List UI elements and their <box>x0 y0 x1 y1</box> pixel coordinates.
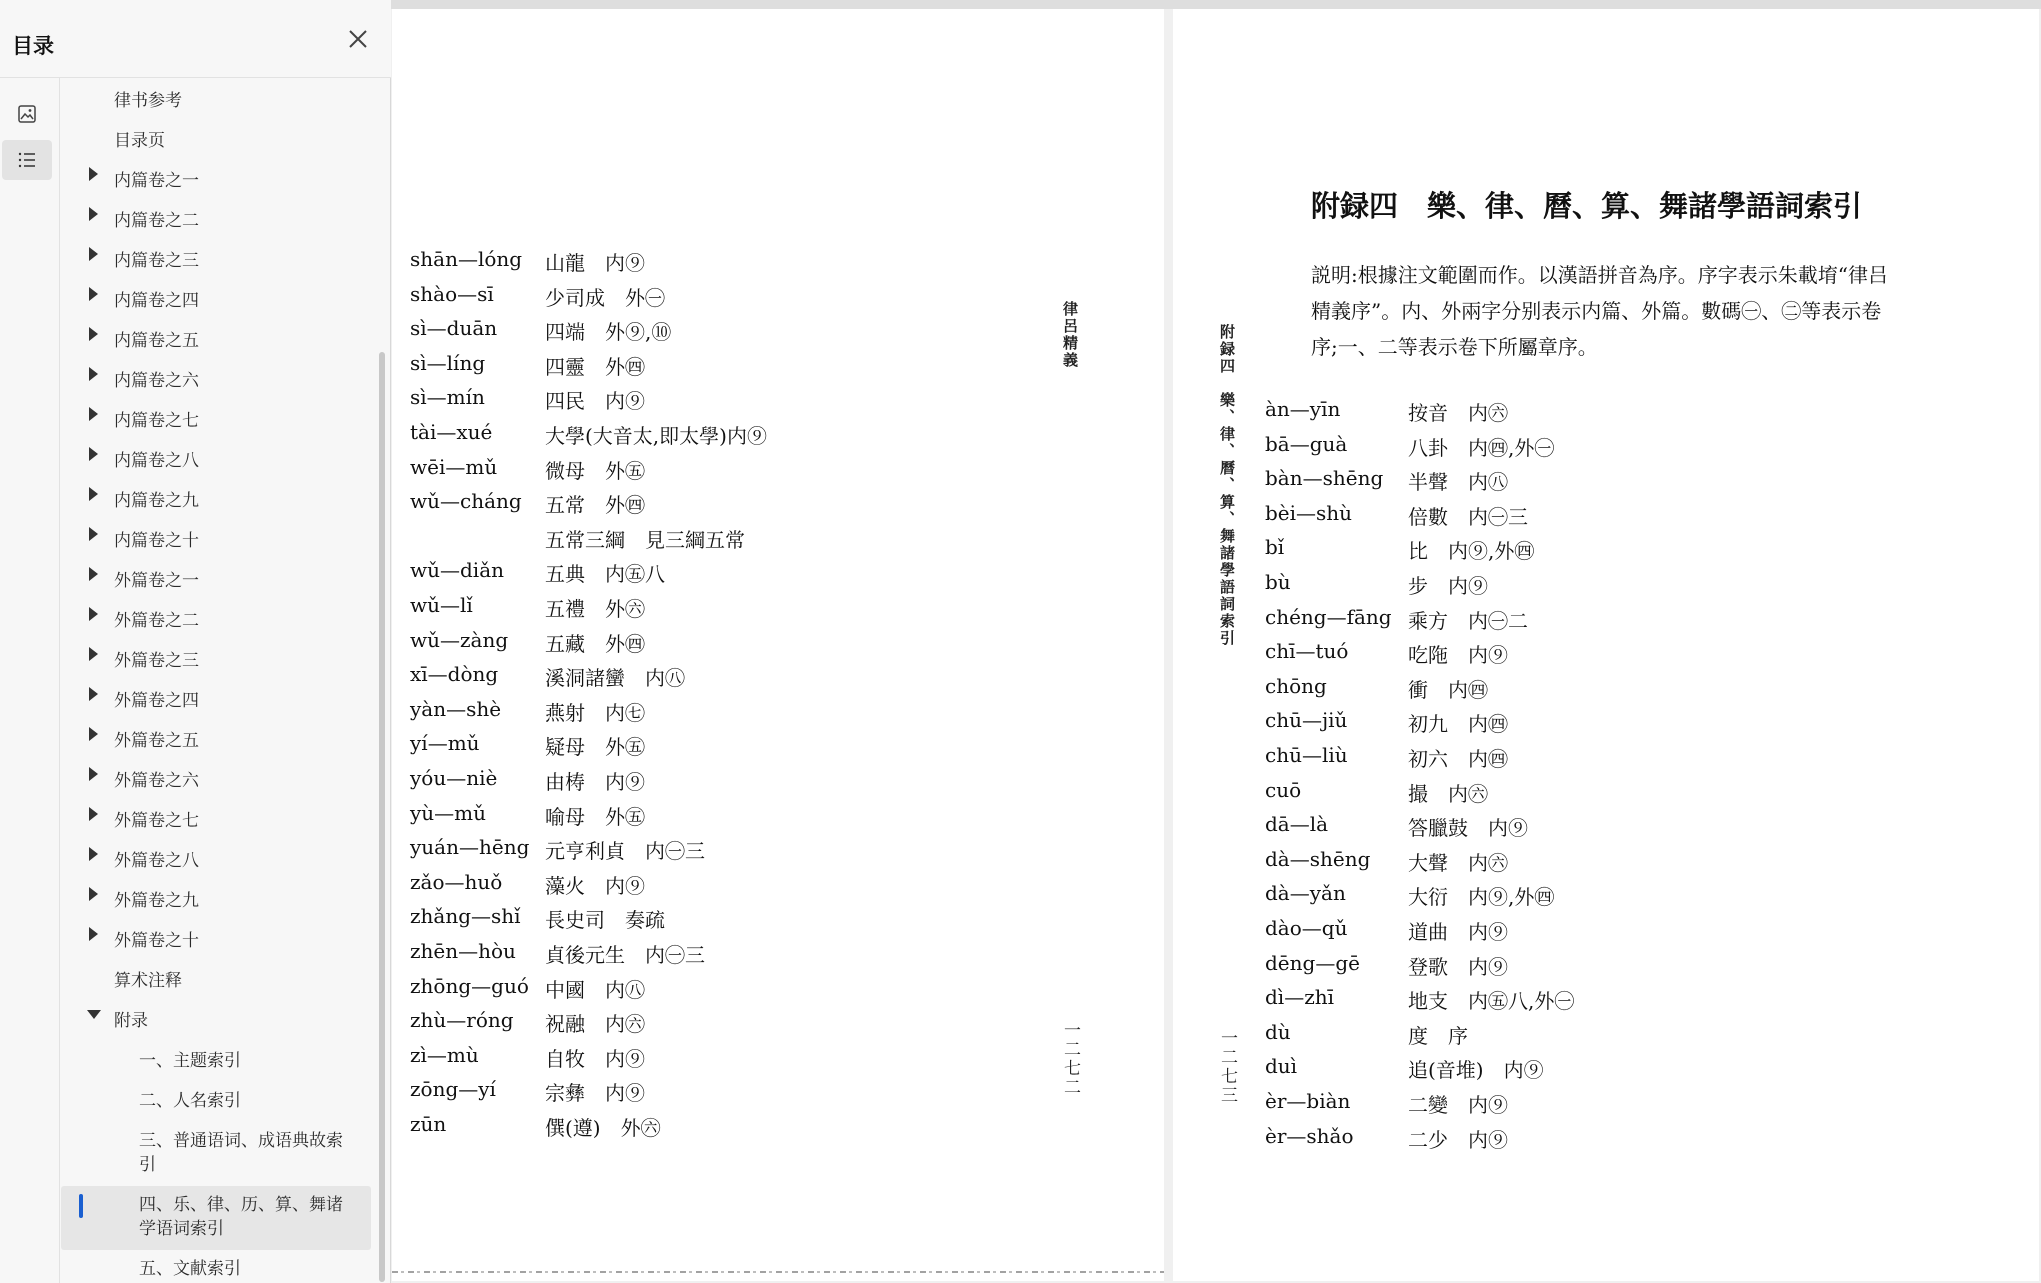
chevron-right-icon[interactable] <box>89 447 98 461</box>
sidebar-title: 目录 <box>12 34 54 58</box>
entry-pinyin: zōng—yí <box>410 1077 496 1102</box>
outline-tab-button[interactable] <box>2 140 52 180</box>
chevron-right-icon[interactable] <box>89 247 98 261</box>
toc-item-label: 算术注释 <box>114 971 182 991</box>
entry-reference: 二變 内⑨ <box>1408 1093 1508 1117</box>
entry-pinyin: chéng—fāng <box>1265 604 1392 629</box>
entry-pinyin: wǔ—cháng <box>410 489 522 514</box>
entry-reference: 自牧 内⑨ <box>545 1046 645 1071</box>
toc-item-label: 四、乐、律、历、算、舞诸学语词索引 <box>139 1195 343 1239</box>
right-margin-title: 附録四 樂、律、曆、算、舞諸學語詞索引 <box>1218 324 1236 647</box>
chevron-right-icon[interactable] <box>89 647 98 661</box>
toc-item-label: 目录页 <box>114 131 165 151</box>
entry-reference: 大衍 内⑨,外㊃ <box>1408 885 1555 910</box>
toc-item[interactable] <box>61 882 371 922</box>
chevron-right-icon[interactable] <box>89 327 98 341</box>
toc-item[interactable] <box>61 162 371 202</box>
entry-pinyin: wǔ—lǐ <box>410 593 473 617</box>
toc-item-label: 外篇卷之四 <box>114 691 199 711</box>
toc-item[interactable] <box>61 842 371 882</box>
toc-item[interactable] <box>61 242 371 282</box>
sidebar-header <box>0 0 391 78</box>
entry-pinyin: zhǎng—shǐ <box>410 904 521 929</box>
entry-reference: 少司成 外㊀ <box>545 285 665 310</box>
entry-pinyin: bā—guà <box>1265 431 1348 456</box>
toc-item-label: 内篇卷之四 <box>114 291 199 311</box>
entry-reference: 微母 外㊄ <box>545 458 645 483</box>
entry-reference: 地支 内㊄八,外㊀ <box>1408 989 1575 1014</box>
entry-reference: 初六 内㊃ <box>1408 747 1508 771</box>
entry-pinyin: bù <box>1265 570 1291 594</box>
image-icon <box>16 103 38 125</box>
toc-item[interactable] <box>61 122 371 162</box>
toc-item-label: 内篇卷之六 <box>114 371 199 391</box>
left-page <box>392 9 1164 1281</box>
entry-reference: 燕射 内㊆ <box>545 700 645 725</box>
entry-pinyin: yóu—niè <box>410 766 498 790</box>
toc-item[interactable] <box>61 642 371 682</box>
entry-reference: 四民 内⑨ <box>545 389 645 414</box>
toc-item-label: 外篇卷之七 <box>114 811 199 831</box>
entry-pinyin: wǔ—diǎn <box>410 558 505 583</box>
chevron-right-icon[interactable] <box>89 207 98 221</box>
entry-reference: 四靈 外㊃ <box>545 354 645 379</box>
toc-item[interactable] <box>61 82 371 122</box>
toc-item-label: 外篇卷之二 <box>114 611 199 631</box>
entry-reference: 道曲 内⑨ <box>1408 920 1508 944</box>
entry-pinyin: bǐ <box>1265 535 1285 560</box>
entry-pinyin: chū—liù <box>1265 743 1348 767</box>
chevron-down-icon[interactable] <box>87 1010 101 1019</box>
entry-pinyin: zhù—róng <box>410 1008 514 1033</box>
outline-sidebar <box>0 0 391 1283</box>
scan-artifact <box>392 1271 1164 1273</box>
entry-reference: 五禮 外㊅ <box>545 597 645 621</box>
entry-reference: 登歌 内⑨ <box>1408 954 1508 979</box>
toc-item[interactable] <box>61 682 371 722</box>
right-page-number: 一二七三 <box>1217 1029 1237 1105</box>
right-page <box>1173 9 2039 1281</box>
chevron-right-icon[interactable] <box>89 727 98 741</box>
chevron-right-icon[interactable] <box>89 927 98 941</box>
chevron-right-icon[interactable] <box>89 887 98 901</box>
toc-item[interactable] <box>61 922 371 962</box>
thumbnails-tab-button[interactable] <box>2 94 52 134</box>
close-sidebar-button[interactable] <box>345 26 371 52</box>
toc-item[interactable] <box>61 722 371 762</box>
toc-item[interactable] <box>61 1002 371 1042</box>
entry-reference: 中國 内㊇ <box>545 977 645 1002</box>
toc-item[interactable] <box>61 482 371 522</box>
toc-item[interactable] <box>61 1186 371 1250</box>
toc-item-label: 外篇卷之九 <box>114 891 199 911</box>
entry-pinyin: yàn—shè <box>410 696 502 721</box>
toc-item-label: 二、人名索引 <box>139 1091 241 1111</box>
viewer-top-edge <box>391 0 2041 9</box>
toc-item-label: 五、文献索引 <box>139 1259 241 1279</box>
entry-reference: 比 内⑨,外㊃ <box>1408 539 1535 564</box>
appendix-note: 説明:根據注文範圍而作。以漢語拼音為序。序字表示朱載堉“律吕精義序”。内、外兩字分别表示内篇、外篇。數碼㊀、㊁等表示卷序;一、二等表示卷下所屬章序。 <box>1311 263 1888 359</box>
entry-reference: 祝融 内㊅ <box>545 1012 645 1037</box>
entry-reference: 大聲 内㊅ <box>1408 850 1508 875</box>
toc-item-label: 外篇卷之八 <box>114 851 199 871</box>
chevron-right-icon[interactable] <box>89 847 98 861</box>
toc-item-label: 附录 <box>114 1011 148 1031</box>
left-margin-title: 律呂精義 <box>1061 301 1079 369</box>
entry-pinyin: wǔ—zàng <box>410 627 509 652</box>
chevron-right-icon[interactable] <box>89 607 98 621</box>
entry-pinyin: zhēn—hòu <box>410 939 516 963</box>
entry-reference: 宗彝 内⑨ <box>545 1081 645 1106</box>
chevron-right-icon[interactable] <box>89 487 98 501</box>
entry-reference: 吃陁 内⑨ <box>1408 643 1508 668</box>
chevron-right-icon[interactable] <box>89 807 98 821</box>
entry-reference: 五常 外㊃ <box>545 493 645 518</box>
toc-item-label: 内篇卷之七 <box>114 411 199 431</box>
toc-item-label: 外篇卷之十 <box>114 931 199 951</box>
chevron-right-icon[interactable] <box>89 407 98 421</box>
toc-item[interactable] <box>61 442 371 482</box>
entry-pinyin: chī—tuó <box>1265 639 1349 664</box>
entry-reference: 衝 内㊃ <box>1408 677 1488 702</box>
entry-reference: 五藏 外㊃ <box>545 631 645 656</box>
toc-item[interactable] <box>61 202 371 242</box>
entry-pinyin: duì <box>1265 1054 1298 1079</box>
toc-item[interactable] <box>61 1122 371 1186</box>
toc-item-label: 内篇卷之十 <box>114 531 199 551</box>
toc-item[interactable] <box>61 602 371 642</box>
toc-item[interactable] <box>61 1042 371 1082</box>
chevron-right-icon[interactable] <box>89 167 98 181</box>
toc-item[interactable] <box>61 562 371 602</box>
toc-item[interactable] <box>61 522 371 562</box>
left-page-number: 一二七二 <box>1060 1021 1080 1097</box>
entry-pinyin: èr—shǎo <box>1265 1123 1354 1148</box>
entry-reference: 五常三綱 見三綱五常 <box>545 527 745 552</box>
entry-reference: 藻火 内⑨ <box>545 873 645 898</box>
entry-pinyin: dēng—gē <box>1265 950 1360 975</box>
toc-item-label: 三、普通语词、成语典故索引 <box>139 1131 343 1175</box>
entry-pinyin: àn—yīn <box>1265 397 1341 421</box>
entry-pinyin: tài—xué <box>410 420 493 444</box>
toc-item-label: 一、主题索引 <box>139 1051 241 1071</box>
toc-item[interactable] <box>61 802 371 842</box>
entry-reference: 元亨利貞 内㊀三 <box>545 839 705 864</box>
entry-pinyin: dào—qǔ <box>1265 916 1348 940</box>
toc-item[interactable] <box>61 362 371 402</box>
entry-pinyin: zhōng—guó <box>410 973 529 998</box>
entry-reference: 八卦 内㊃,外㊀ <box>1408 435 1555 460</box>
chevron-right-icon[interactable] <box>89 287 98 301</box>
entry-reference: 追(音堆) 内⑨ <box>1408 1058 1544 1083</box>
entry-pinyin: dù <box>1265 1019 1291 1044</box>
toc-item-label: 内篇卷之八 <box>114 451 199 471</box>
toc-item[interactable] <box>61 282 371 322</box>
entry-reference: 初九 内㊃ <box>1408 712 1508 737</box>
entry-reference: 溪洞諸蠻 内㊇ <box>545 666 685 691</box>
entry-reference: 貞後元生 内㊀三 <box>545 943 705 967</box>
entry-reference: 撮 内㊅ <box>1408 781 1488 806</box>
entry-reference: 由梼 内⑨ <box>545 770 645 794</box>
entry-pinyin: yuán—hēng <box>410 835 530 860</box>
entry-pinyin: zì—mù <box>410 1042 479 1067</box>
list-icon <box>16 149 38 171</box>
toc-item[interactable] <box>61 962 371 1002</box>
toc-item-label: 内篇卷之二 <box>114 211 199 231</box>
appendix-title: 附録四 樂、律、曆、算、舞諸學語詞索引 <box>1311 189 1863 223</box>
entry-pinyin: cuō <box>1265 777 1302 802</box>
chevron-right-icon[interactable] <box>89 687 98 701</box>
toc-item-label: 内篇卷之一 <box>114 171 199 191</box>
toc-item-label: 内篇卷之五 <box>114 331 199 351</box>
entry-reference: 僎(遵) 外㊅ <box>545 1116 661 1140</box>
entry-reference: 按音 内㊅ <box>1408 401 1508 425</box>
toc-item[interactable] <box>61 1082 371 1122</box>
entry-reference: 四端 外⑨,⑩ <box>545 320 672 345</box>
entry-reference: 倍數 内㊀三 <box>1408 504 1528 529</box>
entry-reference: 度 序 <box>1408 1023 1468 1048</box>
toc-item-label: 外篇卷之一 <box>114 571 199 591</box>
entry-pinyin: dì—zhī <box>1265 985 1335 1010</box>
chevron-right-icon[interactable] <box>89 567 98 581</box>
entry-reference: 答臘鼓 内⑨ <box>1408 816 1528 841</box>
entry-reference: 長史司 奏疏 <box>545 908 665 933</box>
entry-reference: 疑母 外㊄ <box>545 735 645 760</box>
entry-reference: 五典 内㊄八 <box>545 562 665 587</box>
chevron-right-icon[interactable] <box>89 527 98 541</box>
toc-item[interactable] <box>61 762 371 802</box>
entry-pinyin: dà—yǎn <box>1265 881 1346 906</box>
chevron-right-icon[interactable] <box>89 367 98 381</box>
toc-item-label: 外篇卷之五 <box>114 731 199 751</box>
sidebar-icon-rail <box>0 78 60 1283</box>
entry-pinyin: zūn <box>410 1112 447 1136</box>
entry-pinyin: sì—duān <box>410 316 498 341</box>
entry-pinyin: chōng <box>1265 673 1327 698</box>
entry-pinyin: dā—là <box>1265 812 1329 837</box>
entry-pinyin: chū—jiǔ <box>1265 708 1348 733</box>
toc-item[interactable] <box>61 322 371 362</box>
entry-pinyin: sì—mín <box>410 385 485 410</box>
toc-item[interactable] <box>61 402 371 442</box>
sidebar-scrollbar[interactable] <box>379 352 385 1282</box>
toc-item-label: 律书参考 <box>114 91 182 111</box>
entry-reference: 半聲 内㊇ <box>1408 470 1508 495</box>
close-icon <box>345 26 371 52</box>
toc-item[interactable] <box>61 1250 371 1283</box>
toc-item-label: 外篇卷之六 <box>114 771 199 791</box>
chevron-right-icon[interactable] <box>89 767 98 781</box>
entry-reference: 乘方 内㊀二 <box>1408 608 1528 633</box>
entry-pinyin: wēi—mǔ <box>410 454 498 479</box>
entry-pinyin: zǎo—huǒ <box>410 869 503 894</box>
entry-reference: 步 内⑨ <box>1408 574 1488 598</box>
entry-pinyin: shān—lóng <box>410 247 523 271</box>
entry-pinyin: shào—sī <box>410 281 494 306</box>
entry-pinyin: yí—mǔ <box>410 731 480 756</box>
entry-pinyin: sì—líng <box>410 350 486 375</box>
toc-item-label: 内篇卷之三 <box>114 251 199 271</box>
entry-pinyin: yù—mǔ <box>410 800 487 825</box>
entry-pinyin: èr—biàn <box>1265 1089 1351 1113</box>
toc-item-label: 内篇卷之九 <box>114 491 199 511</box>
entry-reference: 喻母 外㊄ <box>545 804 645 829</box>
entry-pinyin: bàn—shēng <box>1265 466 1384 491</box>
entry-pinyin: dà—shēng <box>1265 846 1371 871</box>
table-of-contents <box>61 78 381 1283</box>
entry-reference: 二少 内⑨ <box>1408 1127 1508 1152</box>
toc-item-label: 外篇卷之三 <box>114 651 199 671</box>
entry-reference: 大學(大音太,即太學)内⑨ <box>545 424 767 448</box>
entry-pinyin: xī—dòng <box>410 662 499 687</box>
entry-pinyin: bèi—shù <box>1265 500 1353 525</box>
entry-reference: 山龍 内⑨ <box>545 251 645 275</box>
